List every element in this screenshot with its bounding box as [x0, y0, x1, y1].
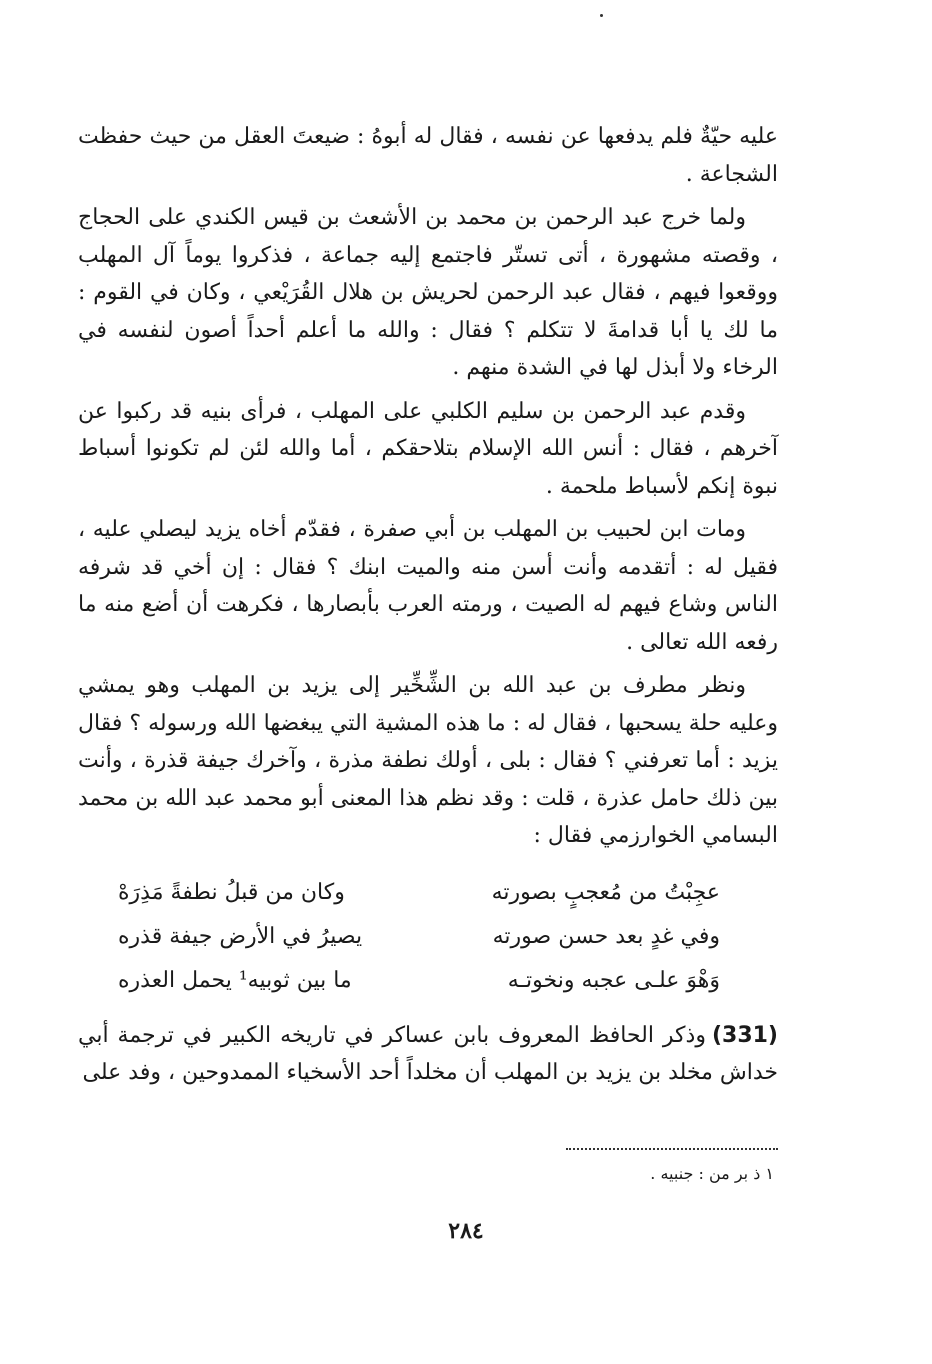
page-number: ٢٨٤ [448, 1218, 484, 1244]
footnote-separator [566, 1148, 778, 1150]
paragraph-3: وقدم عبد الرحمن بن سليم الكلبي على المهلب ، فرأى بنيه قد ركبوا عن آخرهم ، فقال : أنس الله الإسلام بتلاحقكم ، أما والله لئن لم تكونوا أسباط نبوة إنكم لأسباط ملحمة . [78, 398, 778, 499]
verse-first-hemistich: عجِبْتُ من مُعجبٍ بصورته [491, 879, 720, 905]
entry-number: (331) [711, 1022, 778, 1048]
verse-first-hemistich: وَهْوَ علـى عجبه ونخوتـه [507, 967, 720, 993]
page-body [78, 118, 778, 1098]
entry-text: وذكر الحافظ المعروف بابن عساكر في تاريخه الكبير في ترجمة أبي خداش مخلد بن يزيد بن المهلب أن مخلداً أحد الأسخياء الممدوحين ، وفد على [78, 1022, 778, 1085]
footnote: ١ ذ بر من : جنبيه . [650, 1164, 774, 1183]
entry-paragraph [78, 1017, 778, 1092]
verse-second-hemistich: يصيرُ في الأرض جيفة قذره [118, 923, 363, 949]
verse-line [118, 959, 720, 1003]
scan-dot [600, 14, 603, 17]
paragraph-4: ومات ابن لحبيب بن المهلب بن أبي صفرة ، فقدّم أخاه يزيد ليصلي عليه ، فقيل له : أتقدمه وأنت أسن منه والميت ابنك ؟ فقال : إن أخي قد شرفه الناس وشاع فيهم له الصيت ، ورمته العرب بأبصارها ، فكرهت أن أضع منه ما رفعه الله تعالى . [78, 517, 778, 655]
poem [118, 871, 720, 1003]
verse-second-hemistich: وكان من قبلُ نطفةً مَذِرَهْ [118, 879, 345, 905]
verse-line [118, 871, 720, 915]
verse-line [118, 915, 720, 959]
paragraph-2: ولما خرج عبد الرحمن بن محمد بن الأشعث بن قيس الكندي على الحجاج ، وقصته مشهورة ، أتى تستّر فاجتمع إليه جماعة ، فذكروا يوماً آل المهلب ووقعوا فيهم ، فقال عبد الرحمن لحريش بن هلال القُرَيْعي ، وكان في القوم : ما لك يا أبا قدامةَ لا تتكلم ؟ فقال : والله ما أعلم أحداً أصون لنفسه في الرخاء ولا أبذل لها في الشدة منهم . [78, 205, 778, 380]
verse-first-hemistich: وفي غدٍ بعد حسن صورته [492, 923, 720, 949]
paragraph-1: عليه حيّةٌ فلم يدفعها عن نفسه ، فقال له أبوهُ : ضيعتَ العقل من حيث حفظت الشجاعة . [78, 124, 778, 187]
verse-second-hemistich: ما بين ثوبيه¹ يحمل العذره [118, 967, 352, 993]
paragraph-5: ونظر مطرف بن عبد الله بن الشِّخِّير إلى يزيد بن المهلب وهو يمشي وعليه حلة يسحبها ، فقال له : ما هذه المشية التي يبغضها الله ورسوله ؟ فقال يزيد : أما تعرفني ؟ فقال : بلى ، أولك نطفة مذرة ، وآخرك جيفة قذرة ، وأنت بين ذلك حامل عذرة ، قلت : وقد نظم هذا المعنى أبو محمد عبد الله بن محمد البسامي الخوارزمي فقال : [78, 673, 778, 848]
